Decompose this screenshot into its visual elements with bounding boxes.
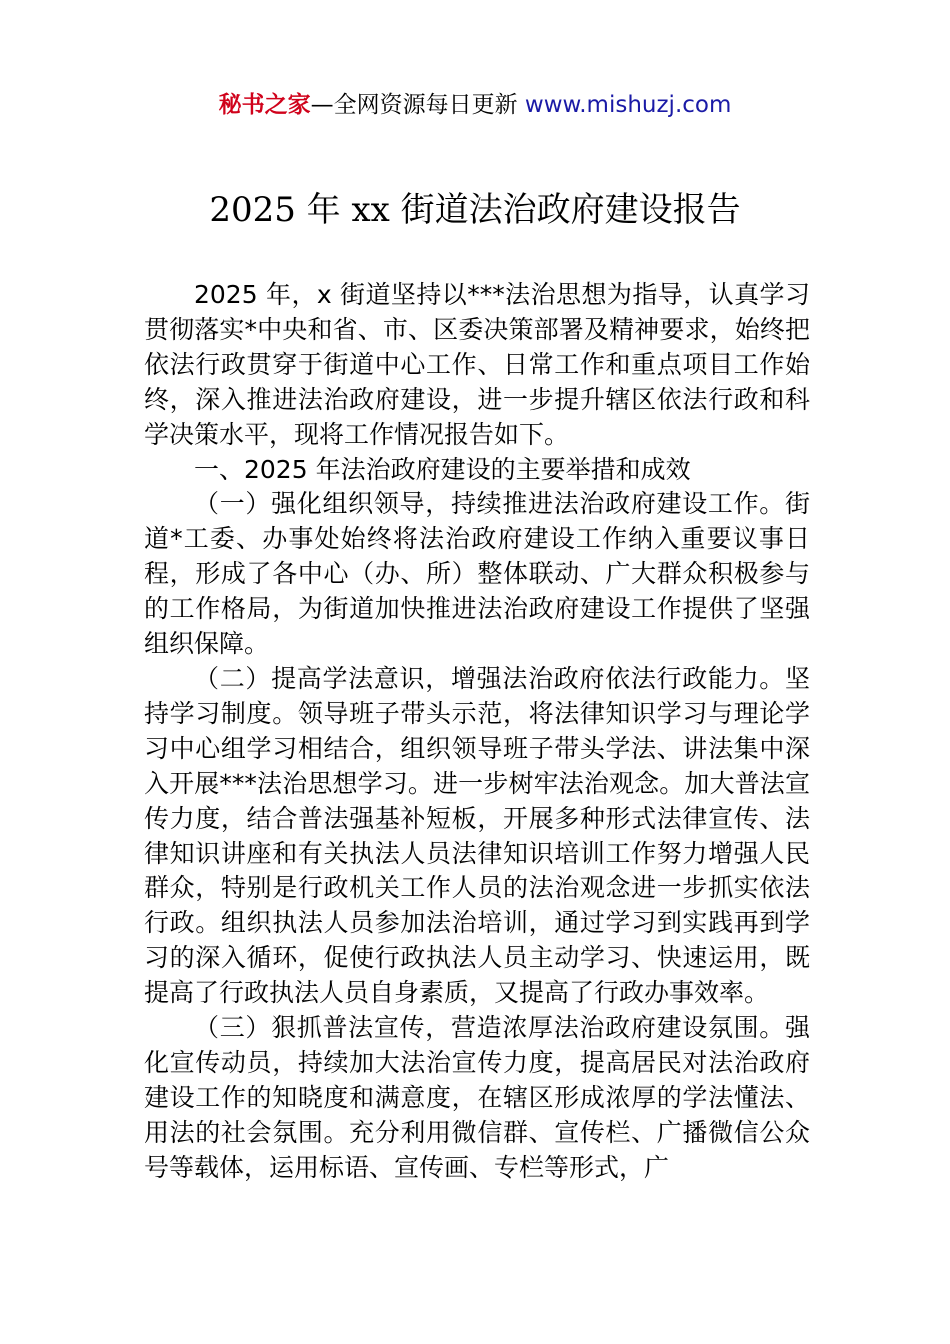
document-body [144, 278, 810, 1186]
body-paragraph: （二）提高学法意识，增强法治政府依法行政能力。坚持学习制度。领导班子带头示范，将法律知识学习与理论学习中心组学习相结合，组织领导班子带头学法、讲法集中深入开展***法治思想学习。进一步树牢法治观念。加大普法宣传力度，结合普法强基补短板，开展多种形式法律宣传、法律知识讲座和有关执法人员法律知识培训工作努力增强人民群众，特别是行政机关工作人员的法治观念进一步抓实依法行政。组织执法人员参加法治培训，通过学习到实践再到学习的深入循环，促使行政执法人员主动学习、快速运用，既提高了行政执法人员自身素质，又提高了行政办事效率。 [144, 663, 810, 1008]
document-title: 2025 年 xx 街道法治政府建设报告 [209, 190, 741, 230]
body-paragraph: （一）强化组织领导，持续推进法治政府建设工作。街道*工委、办事处始终将法治政府建设工作纳入重要议事日程，形成了各中心（办、所）整体联动、广大群众积极参与的工作格局，为街道加快推进法治政府建设工作提供了坚强组织保障。 [144, 489, 810, 659]
site-url-link[interactable]: www.mishuzj.com [524, 92, 732, 118]
section-heading: 一、2025 年法治政府建设的主要举措和成效 [194, 454, 691, 484]
intro-paragraph: 2025 年，x 街道坚持以***法治思想为指导，认真学习贯彻落实*中央和省、市、区委决策部署及精神要求，始终把依法行政贯穿于街道中心工作、日常工作和重点项目工作始终，深入推进法治政府建设，进一步提升辖区依法行政和科学决策水平，现将工作情况报告如下。 [144, 280, 810, 449]
brand-name: 秘书之家 [218, 92, 311, 118]
site-header [0, 88, 950, 122]
header-tagline: —全网资源每日更新 [310, 92, 525, 118]
body-paragraph: （三）狠抓普法宣传，营造浓厚法治政府建设氛围。强化宣传动员，持续加大法治宣传力度，提高居民对法治政府建设工作的知晓度和满意度，在辖区形成浓厚的学法懂法、用法的社会氛围。充分利用微信群、宣传栏、广播微信公众号等载体，运用标语、宣传画、专栏等形式，广 [144, 1013, 810, 1182]
